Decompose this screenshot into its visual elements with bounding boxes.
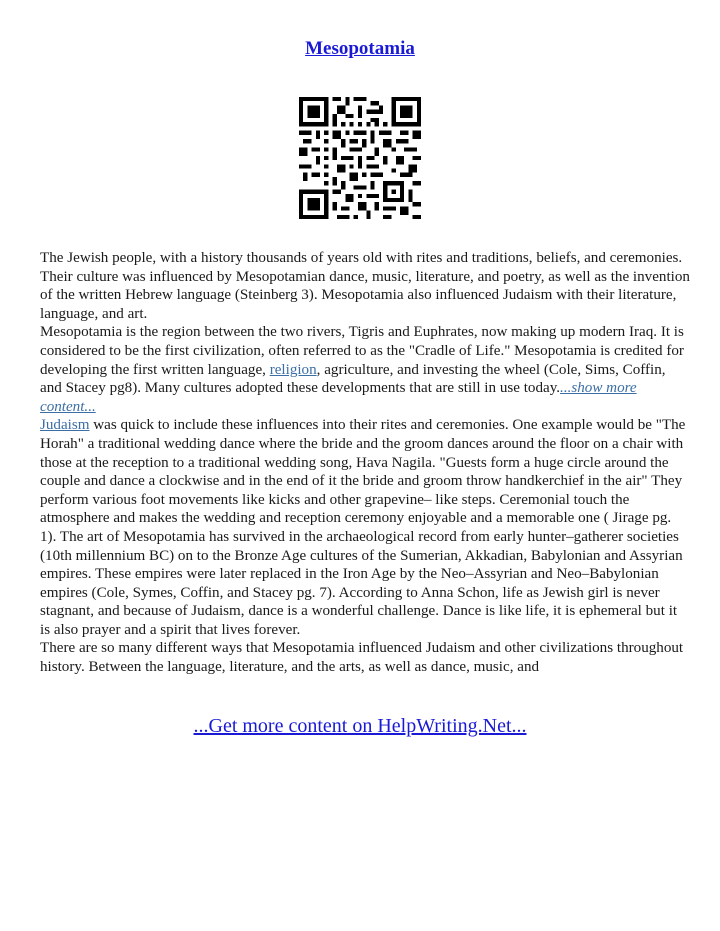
show-more-link[interactable]: ...show more content... [40,380,637,415]
article-body [40,249,690,677]
footer [0,715,720,738]
paragraph-4: There are so many different ways that Mesopotamia influenced Judaism and other civilizations throughout history. Between the language, literature, and the arts, as well as dance, music, and [40,640,684,676]
judaism-link[interactable]: Judaism [40,417,90,434]
paragraph-2 [40,323,690,416]
qr-code-image [299,97,421,219]
get-more-content-link[interactable]: ...Get more content on HelpWriting.Net... [193,715,527,737]
paragraph-1: The Jewish people, with a history thousands of years old with rites and traditions, beliefs, and ceremonies. Their culture was influenced by Mesopotamian dance, music, literature, and poetry, as well as the invention of the written Hebrew language (Steinberg 3). Mesopotamia also influenced Judaism with their literature, language, and art. [40,250,690,322]
title-link[interactable]: Mesopotamia [305,38,415,59]
paragraph-2-start: Mesopotamia is the region between the two rivers, Tigris and Euphrates, now making up modern Iraq. It is considered to be the first civilization, often referred to as the "Cradle of Life." Mesopotamia is credited for developing the first written language, [40,324,684,378]
paragraph-2-end: , agriculture, and investing the wheel (Cole, Sims, Coffin, and Stacey pg8). Many cultures adopted these developments that are still in use today. [40,361,666,397]
paragraph-3-rest: was quick to include these influences into their rites and ceremonies. One example would be "The Horah" a traditional wedding dance where the bride and the groom dances around the floor on a chair with those at the reception to a traditional wedding song, Hava Nagila. "Guests form a huge circle around the couple and dance a clockwise and in the end of it the bride and groom throw handkerchief in the air" They perform various foot movements like kicks and other grapevine– like steps. Ceremonial touch the atmosphere and makes the wedding and reception ceremony enjoyable and a memorable one ( Jirage pg. 1). The art of Mesopotamia has survived in the archaeological record from early hunter–gatherer societies (10th millennium BC) on to the Bronze Age cultures of the Sumerian, Akkadian, Babylonian and Assyrian empires. These empires were later replaced in the Iron Age by the Neo–Assyrian and Neo–Babylonian empires (Cole, Symes, Coffin, and Stacey pg. 7). According to Anna Schon, life as Jewish girl is never stagnant, and because of Judaism, dance is a wonderful challenge. Dance is like life, it is ephemeral but it is also prayer and a spirit that lives forever. [40,417,686,638]
page-title [0,38,720,60]
religion-link[interactable]: religion [269,361,317,378]
paragraph-3 [40,416,690,639]
